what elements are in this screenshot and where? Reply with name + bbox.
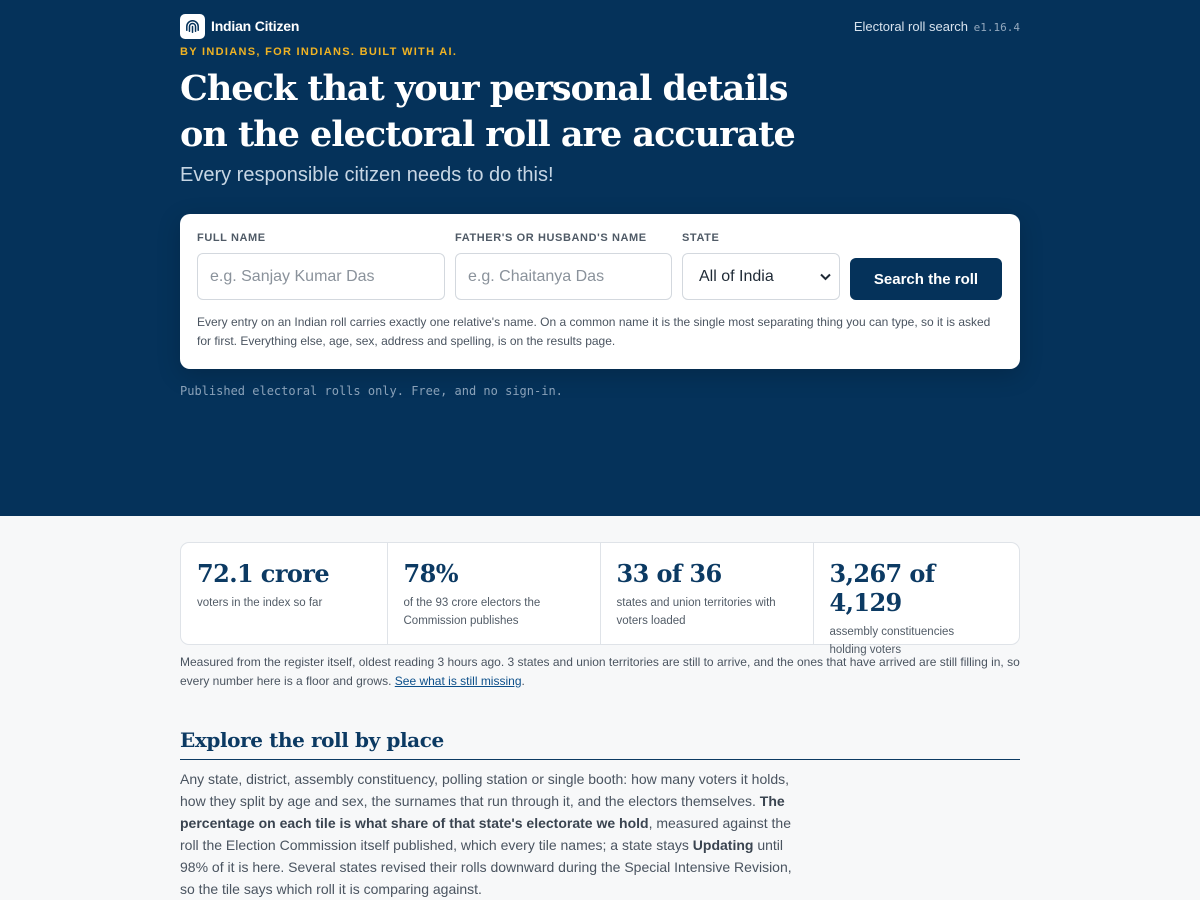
explore-text-bold: The percentage on each tile is what share of that state's electorate we hold xyxy=(180,793,785,831)
main-content xyxy=(180,542,1020,900)
full-name-input[interactable] xyxy=(197,253,445,300)
explore-description xyxy=(180,768,810,900)
updating-status-text: Updating xyxy=(692,837,754,853)
state-label: STATE xyxy=(682,232,720,244)
relative-name-field-group xyxy=(455,232,672,300)
relative-name-input[interactable] xyxy=(455,253,672,300)
stat-label: voters in the index so far xyxy=(197,597,323,609)
stats-panel xyxy=(180,542,1020,656)
stat-value: 78% xyxy=(403,559,458,588)
brand-link[interactable] xyxy=(180,14,299,39)
measurement-note xyxy=(180,653,1020,691)
stat-tile xyxy=(814,543,1020,656)
stat-tile xyxy=(388,543,601,644)
brand-name: Indian Citizen xyxy=(211,18,300,34)
measurement-end: . xyxy=(521,674,525,688)
search-form xyxy=(197,232,1003,300)
stat-label: assembly constituencies holding voters xyxy=(829,626,955,656)
explore-text-part: until 98% of it is here. Several states revised their rolls downward during the Special Intensive Revision, so the tile says which roll it is comparing against. xyxy=(180,837,792,897)
stat-tile xyxy=(601,543,814,644)
nav-label-group[interactable] xyxy=(854,19,1020,34)
stat-label: of the 93 crore electors the Commission publishes xyxy=(403,597,541,627)
chevron-down-icon xyxy=(820,270,831,284)
version-tag: e1.16.4 xyxy=(973,20,1020,34)
full-name-field-group xyxy=(197,232,445,300)
page-title: Check that your personal details on the electoral roll are accurate xyxy=(180,68,795,155)
full-name-label: FULL NAME xyxy=(197,232,266,244)
page-subtitle: Every responsible citizen needs to do this! xyxy=(180,164,554,186)
missing-data-link[interactable]: See what is still missing xyxy=(394,674,522,688)
search-help-text: Every entry on an Indian roll carries exactly one relative's name. On a common name it is the single most separating thing you can type, so it is asked for first. Everything else, age, sex, address and spelling, is on the results page. xyxy=(197,315,991,348)
stat-label: states and union territories with voters loaded xyxy=(616,597,776,627)
top-bar xyxy=(180,0,1020,52)
search-card xyxy=(180,214,1020,369)
explore-text-part: Any state, district, assembly constituency, polling station or single booth: how many voters it holds, how they split by age and sex, the surnames that run through it, and the electors themselves. xyxy=(180,771,790,809)
hero-footnote: Published electoral rolls only. Free, and no sign-in. xyxy=(180,384,563,398)
state-field-group xyxy=(682,232,840,300)
relative-name-label: FATHER'S OR HUSBAND'S NAME xyxy=(455,232,647,244)
explore-heading: Explore the roll by place xyxy=(180,728,1020,760)
nav-label[interactable]: Electoral roll search xyxy=(853,18,969,34)
state-select[interactable] xyxy=(682,253,840,300)
state-selected-value: All of India xyxy=(699,267,774,285)
stat-value: 72.1 crore xyxy=(197,559,329,588)
explore-text-part: , measured against the roll the Election Commission itself published, which every tile names; a state stays xyxy=(180,815,791,853)
search-button[interactable]: Search the roll xyxy=(850,258,1002,300)
stat-tile xyxy=(181,543,388,644)
eyebrow-tagline: BY INDIANS, FOR INDIANS. BUILT WITH AI. xyxy=(180,46,458,58)
stat-value: 3,267 of 4,129 xyxy=(829,559,935,617)
stat-value: 33 of 36 xyxy=(616,559,722,588)
fingerprint-icon xyxy=(180,14,205,39)
measurement-text: Measured from the register itself, oldest reading 3 hours ago. 3 states and union territories are still to arrive, and the ones that have arrived are still filling in, so every number here is a floor and grows. xyxy=(180,655,1020,688)
